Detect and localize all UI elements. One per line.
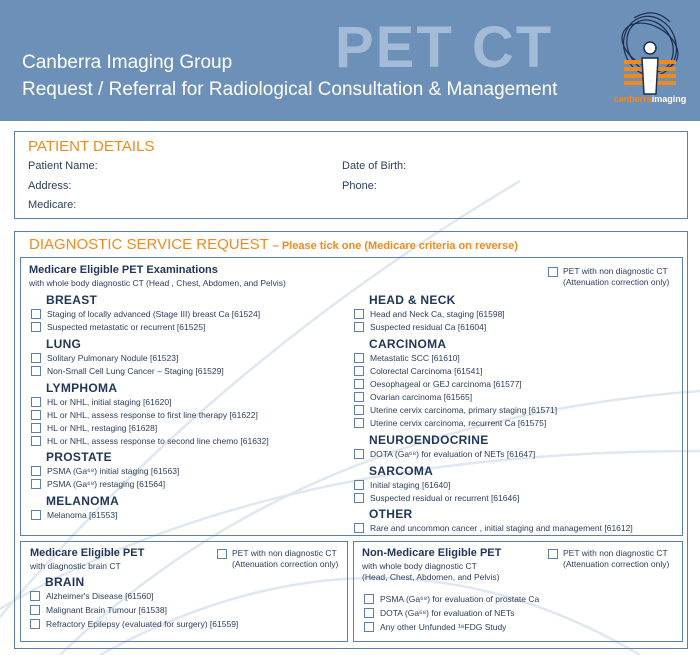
non-medicare-pet-box: Non-Medicare Eligible PET with whole body diagnostic CT (Head, Chest, Abdomen, and Pelvis) PET with non diagnostic CT (Attenuation correction only) PSMA (Ga⁶⁸) for evaluation of prostate Ca DOTA (Ga⁶⁸) for evaluation of NETs Any other Unfunded ¹⁸FDG Study [353, 541, 683, 642]
diagnostic-request-section [14, 231, 688, 649]
checkbox-item[interactable]: Refractory Epilepsy (evaluated for surgery) [61559] [30, 619, 238, 629]
brain-heading: BRAIN [45, 575, 85, 589]
non-medicare-subtitle-2: (Head, Chest, Abdomen, and Pelvis) [362, 572, 500, 582]
address-label[interactable]: Address: [28, 180, 72, 192]
page-header [0, 0, 700, 121]
checkbox[interactable] [548, 267, 558, 277]
diagnostic-title: DIAGNOSTIC SERVICE REQUEST – Please tick one (Medicare criteria on reverse) [29, 236, 518, 253]
diagnostic-subtitle: – Please tick one (Medicare criteria on reverse) [272, 240, 518, 252]
logo-wordmark: canberraimaging [613, 94, 687, 104]
checkbox-item[interactable]: DOTA (Ga⁶⁸) for evaluation of NETs [364, 608, 514, 618]
checkbox-item[interactable]: HL or NHL, initial staging [61620] [31, 397, 171, 407]
checkbox-item[interactable]: Initial staging [61640] [354, 480, 450, 490]
checkbox-item[interactable]: HL or NHL, assess response to second line chemo [61632] [31, 436, 269, 446]
carcinoma-heading: CARCINOMA [369, 337, 447, 351]
checkbox-item[interactable]: DOTA (Ga⁶⁸) for evaluation of NETs [61647] [354, 449, 535, 459]
checkbox-item[interactable]: HL or NHL, assess response to first line therapy [61622] [31, 410, 258, 420]
checkbox-item[interactable]: PSMA (Ga⁶⁸) initial staging [61563] [31, 466, 179, 476]
checkbox-item[interactable]: Colorectal Carcinoma [61541] [354, 366, 482, 376]
org-name: Canberra Imaging Group [22, 52, 233, 73]
checkbox-item[interactable]: Any other Unfunded ¹⁸FDG Study [364, 622, 506, 632]
checkbox-item[interactable]: Malignant Brain Tumour [61538] [30, 605, 167, 615]
other-heading: OTHER [369, 507, 413, 521]
checkbox-item[interactable]: Suspected metastatic or recurrent [61525] [31, 322, 205, 332]
pet-examinations-subtitle: with whole body diagnostic CT (Head , Chest, Abdomen, and Pelvis) [29, 278, 286, 288]
checkbox-item[interactable]: HL or NHL, restaging [61628] [31, 423, 157, 433]
checkbox-item[interactable]: PSMA (Ga⁶⁸) restaging [61564] [31, 479, 165, 489]
checkbox-item[interactable]: Metastatic SCC [61610] [354, 353, 460, 363]
melanoma-heading: MELANOMA [46, 494, 120, 508]
prostate-heading: PROSTATE [46, 450, 112, 464]
checkbox-item[interactable]: Oesophageal or GEJ carcinoma [61577] [354, 379, 522, 389]
breast-heading: BREAST [46, 293, 98, 307]
brain-pet-title: Medicare Eligible PET [30, 547, 145, 559]
patient-details-title: PATIENT DETAILS [28, 138, 155, 155]
non-medicare-subtitle-1: with whole body diagnostic CT [362, 561, 477, 571]
phone-label[interactable]: Phone: [342, 180, 377, 192]
checkbox-item[interactable]: Uterine cervix carcinoma, recurrent Ca [61575] [354, 418, 546, 428]
checkbox-item[interactable]: Suspected residual Ca [61604] [354, 322, 486, 332]
form-title: Request / Referral for Radiological Consultation & Management [22, 79, 558, 100]
sarcoma-heading: SARCOMA [369, 464, 434, 478]
lymphoma-heading: LYMPHOMA [46, 381, 118, 395]
checkbox-item[interactable]: Non-Small Cell Lung Cancer – Staging [61529] [31, 366, 224, 376]
checkbox[interactable] [548, 549, 558, 559]
non-medicare-title: Non-Medicare Eligible PET [362, 547, 502, 559]
watermark-title: PET CT [335, 15, 554, 80]
checkbox-item[interactable]: PSMA (Ga⁶⁸) for evaluation of prostate Ca [364, 594, 539, 604]
patient-details-section [14, 131, 688, 219]
checkbox-item[interactable]: Staging of locally advanced (Stage III) breast Ca [61524] [31, 309, 260, 319]
lung-heading: LUNG [46, 337, 82, 351]
checkbox-item[interactable]: Head and Neck Ca, staging [61598] [354, 309, 505, 319]
neuroendocrine-heading: NEUROENDOCRINE [369, 433, 489, 447]
checkbox[interactable] [217, 549, 227, 559]
medicare-pet-examinations-box: Medicare Eligible PET Examinations with whole body diagnostic CT (Head , Chest, Abdomen, and Pelvis) PET with non diagnostic CT (Attenuation correction only) BREAST Staging of locally advanced (Stage III) breast Ca [61524] Suspected metastatic or recurrent [61525] LUNG Solitary Pulmonary Nodule [61523] Non-Small Cell Lung Cancer – Staging [61529] LYMPHOMA HL or NHL, initial staging [61620] HL or NHL, assess response to first line therapy [61622] HL or NHL, restaging [61628] HL or NHL, assess response to second line chemo [61632] PROSTATE PSMA (Ga⁶⁸) initial staging [61563] PSMA (Ga⁶⁸) restaging [61564] MELANOMA Melanoma [61553] HEAD & NECK Head and Neck Ca, staging [61598] Suspected residual Ca [61604] CARCINOMA Metastatic SCC [61610] Colorectal Carcinoma [61541] Oesophageal or GEJ carcinoma [61577] Ovarian carcinoma [61565] Uterine cervix carcinoma, primary staging [61571] Uterine cervix carcinoma, recurrent Ca [61575] NEUROENDOCRINE DOTA (Ga⁶⁸) for evaluation of NETs [61647] SARCOMA Initial staging [61640] Suspected residual or recurrent [61646] OTHER Rare and uncommon cancer , initial staging and management [61612] [20, 257, 683, 536]
brain-pet-box: Medicare Eligible PET with diagnostic brain CT PET with non diagnostic CT (Attenuation correction only) BRAIN Alzheimer's Disease [61560] Malignant Brain Tumour [61538] Refractory Epilepsy (evaluated for surgery) [61559] [20, 541, 348, 642]
checkbox-item[interactable]: Alzheimer's Disease [61560] [30, 591, 153, 601]
pet-examinations-title: Medicare Eligible PET Examinations [29, 264, 218, 276]
checkbox-item[interactable]: Uterine cervix carcinoma, primary staging [61571] [354, 405, 557, 415]
patient-name-label[interactable]: Patient Name: [28, 160, 98, 172]
checkbox-item[interactable]: Rare and uncommon cancer , initial staging and management [61612] [354, 523, 633, 533]
checkbox-item[interactable]: Solitary Pulmonary Nodule [61523] [31, 353, 178, 363]
checkbox-item[interactable]: Melanoma [61553] [31, 510, 117, 520]
brain-pet-subtitle: with diagnostic brain CT [30, 561, 121, 571]
dob-label[interactable]: Date of Birth: [342, 160, 407, 172]
medicare-label[interactable]: Medicare: [28, 199, 77, 211]
head-neck-heading: HEAD & NECK [369, 293, 456, 307]
checkbox-item[interactable]: Ovarian carcinoma [61565] [354, 392, 472, 402]
checkbox-item[interactable]: Suspected residual or recurrent [61646] [354, 493, 519, 503]
